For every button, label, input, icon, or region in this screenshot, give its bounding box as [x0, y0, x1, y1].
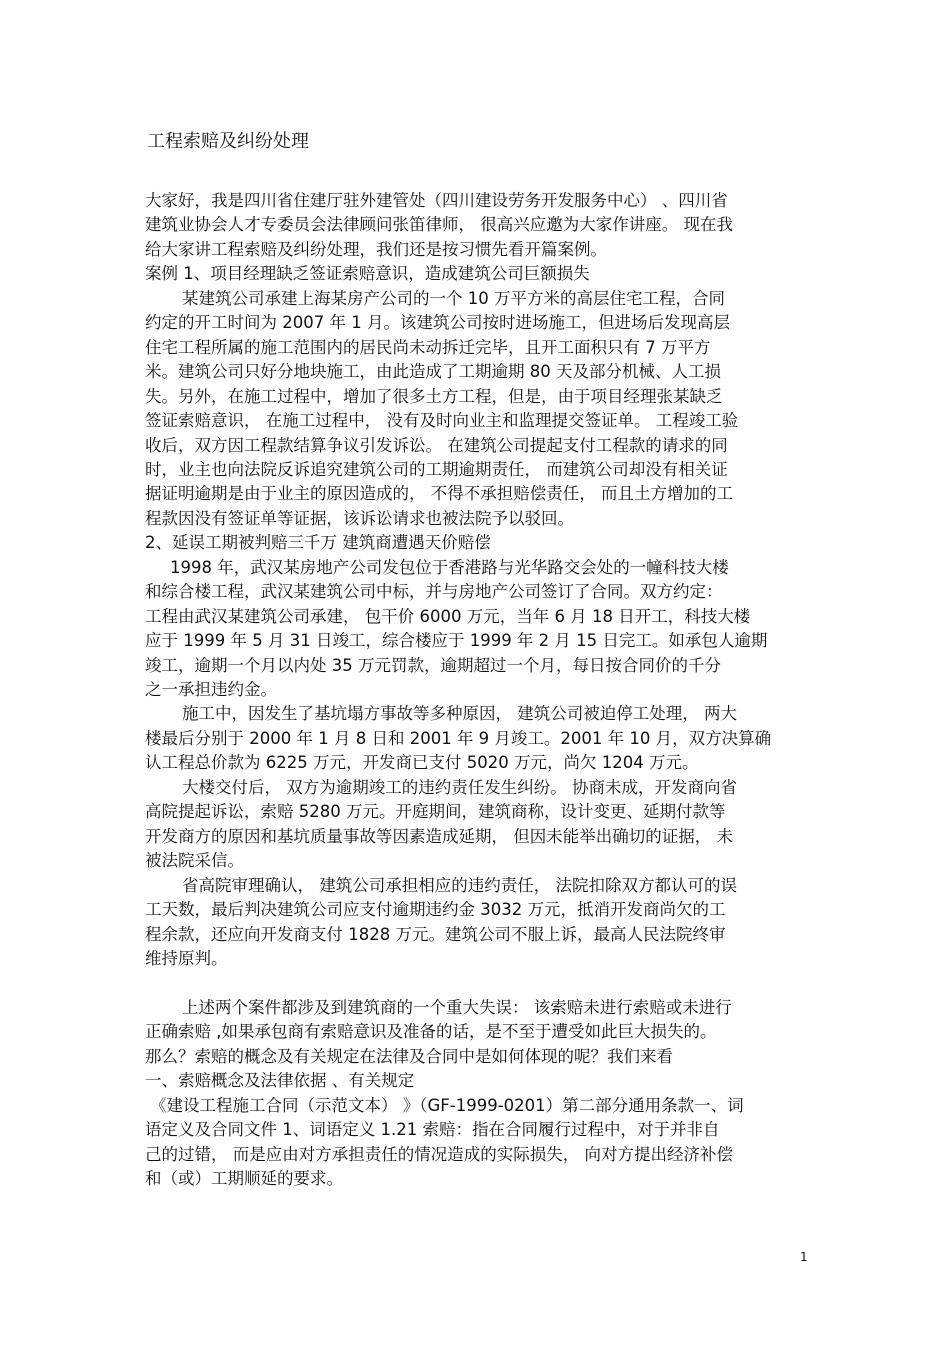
text-line: 应于 1999 年 5 月 31 日竣工，综合楼应于 1999 年 2 月 15 日完工。如承包人逾期 [145, 631, 768, 651]
text-line: 某建筑公司承建上海某房产公司的一个 10 万平方米的高层住宅工程，合同 [182, 288, 725, 308]
text-line: 大楼交付后， 双方为逾期竣工的违约责任发生纠纷。 协商未成，开发商向省 [182, 777, 737, 797]
text-line: 失。另外，在施工过程中，增加了很多土方工程，但是，由于项目经理张某缺乏 [145, 386, 723, 406]
text-line: 《建设工程施工合同（示范文本） 》（GF-1999-0201）第二部分通用条款一、词 [150, 1095, 744, 1115]
text-line: 竣工，逾期一个月以内处 35 万元罚款，逾期超过一个月，每日按合同价的千分 [145, 655, 721, 675]
text-line: 之一承担违约金。 [145, 680, 277, 699]
text-line: 给大家讲工程索赔及纠纷处理，我们还是按习惯先看开篇案例。 [145, 239, 607, 259]
text-line: 收后，双方因工程款结算争议引发诉讼。 在建筑公司提起支付工程款的请求的同 [145, 435, 728, 455]
text-line: 2、延误工期被判赔三千万 建筑商遭遇天价赔偿 [145, 533, 491, 553]
document-title: 工程索赔及纠纷处理 [147, 131, 309, 152]
text-line: 正确索赔 ,如果承包商有索赔意识及准备的话，是不至于遭受如此巨大损失的。 [145, 1022, 717, 1042]
text-line: 程款因没有签证单等证据，该诉讼请求也被法院予以驳回。 [145, 508, 574, 528]
text-line: 工天数，最后判决建筑公司应支付逾期违约金 3032 万元，抵消开发商尚欠的工 [145, 900, 726, 920]
text-line: 高院提起诉讼，索赔 5280 万元。开庭期间，建筑商称，设计变更、延期付款等 [145, 802, 726, 822]
text-line: 施工中，因发生了基坑塌方事故等多种原因， 建筑公司被迫停工处理， 两大 [182, 704, 737, 724]
text-line: 建筑业协会人才专委员会法律顾问张笛律师， 很高兴应邀为大家作讲座。 现在我 [145, 215, 733, 235]
text-line: 开发商方的原因和基坑质量事故等因素造成延期， 但因未能举出确切的证据， 未 [145, 826, 733, 846]
text-line: 米。建筑公司只好分地块施工，由此造成了工期逾期 80 天及部分机械、人工损 [145, 362, 721, 382]
text-line: 上述两个案件都涉及到建筑商的一个重大失误： 该索赔未进行索赔或未进行 [182, 997, 732, 1017]
text-line: 维持原判。 [145, 948, 228, 968]
text-line: 据证明逾期是由于业主的原因造成的， 不得不承担赔偿责任， 而且土方增加的工 [145, 484, 733, 504]
text-line: 被法院采信。 [145, 851, 244, 871]
text-line: 案例 1、项目经理缺乏签证索赔意识，造成建筑公司巨额损失 [145, 264, 590, 284]
text-line: 和（或）工期顺延的要求。 [145, 1169, 343, 1188]
text-line: 楼最后分别于 2000 年 1 月 8 日和 2001 年 9 月竣工。2001 年 10 月，双方决算确 [145, 728, 772, 748]
text-line: 约定的开工时间为 2007 年 1 月。该建筑公司按时进场施工，但进场后发现高层 [145, 313, 730, 333]
text-line: 语定义及合同文件 1、词语定义 1.21 索赔：指在合同履行过程中，对于并非自 [145, 1120, 720, 1140]
text-line: 住宅工程所属的施工范围内的居民尚未动拆迁完毕，且开工面积只有 7 万平方 [145, 337, 711, 357]
text-line: 工程由武汉某建筑公司承建， 包干价 6000 万元，当年 6 月 18 日开工，科技大楼 [145, 606, 751, 626]
text-line: 1998 年，武汉某房地产公司发包位于香港路与光华路交会处的一幢科技大楼 [170, 557, 729, 577]
text-line: 程余款，还应向开发商支付 1828 万元。建筑公司不服上诉，最高人民法院终审 [145, 924, 726, 944]
text-line: 时，业主也向法院反诉追究建筑公司的工期逾期责任， 而建筑公司却没有相关证 [145, 459, 728, 479]
text-line: 大家好，我是四川省住建厅驻外建管处（四川建设劳务开发服务中心） 、四川省 [145, 191, 728, 210]
text-line: 认工程总价款为 6225 万元，开发商已支付 5020 万元，尚欠 1204 万元。 [145, 753, 699, 773]
text-line: 一、索赔概念及法律依据 、有关规定 [145, 1071, 415, 1091]
text-line: 签证索赔意识， 在施工过程中， 没有及时向业主和监理提交签证单。 工程竣工验 [145, 411, 739, 431]
text-line: 那么？索赔的概念及有关规定在法律及合同中是如何体现的呢？我们来看 [145, 1046, 673, 1066]
page-number: 1 [800, 1250, 808, 1264]
text-line: 省高院审理确认， 建筑公司承担相应的违约责任， 法院扣除双方都认可的误 [182, 875, 737, 895]
text-line: 和综合楼工程，武汉某建筑公司中标，并与房地产公司签订了合同。双方约定： [145, 582, 723, 602]
text-line [0, 971, 950, 995]
text-line: 己的过错， 而是应由对方承担责任的情况造成的实际损失， 向对方提出经济补偿 [145, 1144, 733, 1164]
